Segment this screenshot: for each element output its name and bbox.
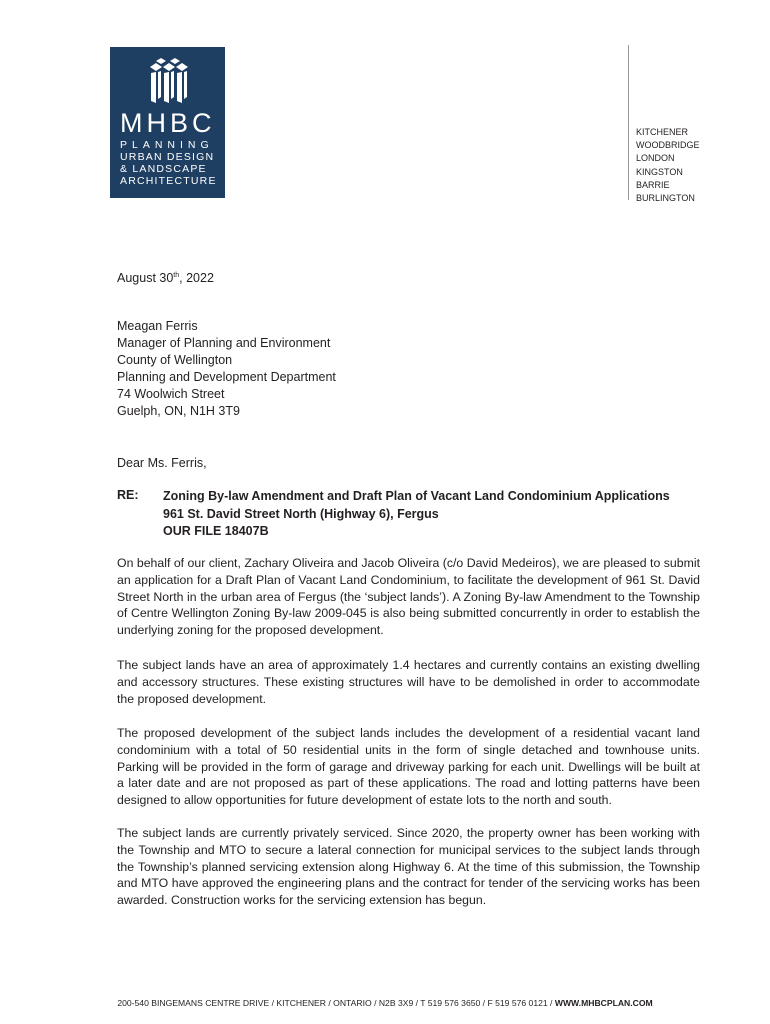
address-line: Planning and Development Department <box>117 370 336 384</box>
mhbc-logo <box>110 47 225 198</box>
date-sup: th <box>173 272 180 279</box>
logo-line: PLANNING <box>120 139 214 151</box>
footer <box>0 998 770 1008</box>
office: BARRIE <box>636 179 670 190</box>
address-line: 74 Woolwich Street <box>117 387 225 401</box>
address-line: Guelph, ON, N1H 3T9 <box>117 404 240 418</box>
address-line: Manager of Planning and Environment <box>117 336 331 350</box>
re-line: 961 St. David Street North (Highway 6), Fergus <box>163 506 439 521</box>
body-paragraph: The subject lands are currently privately serviced. Since 2020, the property owner has been working with the Township and MTO to secure a lateral connection for municipal services to the subject lands through the Township’s planned servicing extension along Highway 6. At the time of this submission, the Township and MTO have approved the engineering plans and the contract for tender of the servicing works has been awarded. Construction works for the servicing extension has begun. <box>117 826 700 908</box>
office: KITCHENER <box>636 127 689 137</box>
logo-line: & LANDSCAPE <box>120 163 207 175</box>
office: WOODBRIDGE <box>636 140 700 151</box>
body-paragraph: On behalf of our client, Zachary Oliveira and Jacob Oliveira (c/o David Medeiros), we are pleased to submit an application for a Draft Plan of Vacant Land Condominium, to facilitate the development of 961 St. David Street North in the urban area of Fergus (the ‘subject lands’). A Zoning By-law Amendment to the Township of Centre Wellington Zoning By-law 2009-045 is also being submitted concurrently in order to establish the underlying zoning for the proposed development. <box>117 556 700 638</box>
re-line: Zoning By-law Amendment and Draft Plan of Vacant Land Condominium Applications <box>163 489 670 503</box>
date-year: , 2022 <box>179 271 214 286</box>
recipient-address <box>117 318 336 420</box>
address-line: County of Wellington <box>117 353 233 367</box>
re-subject <box>163 488 670 541</box>
letter-date <box>117 267 214 287</box>
salutation: Dear Ms. Ferris, <box>117 456 207 470</box>
office-list <box>636 126 700 205</box>
logo-line: ARCHITECTURE <box>120 175 217 187</box>
logo-name: MHBC <box>120 108 216 138</box>
footer-address: 200-540 BINGEMANS CENTRE DRIVE / KITCHENER / ONTARIO / N2B 3X9 / T 519 576 3650 / F 519 576 0121 / <box>117 998 555 1008</box>
re-line: OUR FILE 18407B <box>163 524 269 538</box>
building-logo-icon <box>148 57 190 105</box>
body-paragraph: The proposed development of the subject lands includes the development of a residential vacant land condominium with a total of 50 residential units in the form of single detached and townhouse units. Parking will be provided in the form of garage and driveway parking for each unit. Dwellings will be built at a later date and are not proposed as part of these applications. The road and lotting patterns have been designed to allow opportunities for future development of estate lots to the north and south. <box>117 726 700 808</box>
body-paragraph: The subject lands have an area of approximately 1.4 hectares and currently contains an existing dwelling and accessory structures. These existing structures will have to be demolished in order to accommodate the proposed development. <box>117 658 700 706</box>
office: BURLINGTON <box>636 193 695 204</box>
footer-website[interactable]: WWW.MHBCPLAN.COM <box>554 998 653 1008</box>
office: KINGSTON <box>636 166 683 177</box>
office: LONDON <box>636 153 675 164</box>
divider <box>628 45 629 200</box>
address-line: Meagan Ferris <box>117 319 198 333</box>
logo-line: URBAN DESIGN <box>120 151 215 163</box>
date-text: August 30 <box>117 271 174 286</box>
re-label: RE: <box>117 488 139 502</box>
